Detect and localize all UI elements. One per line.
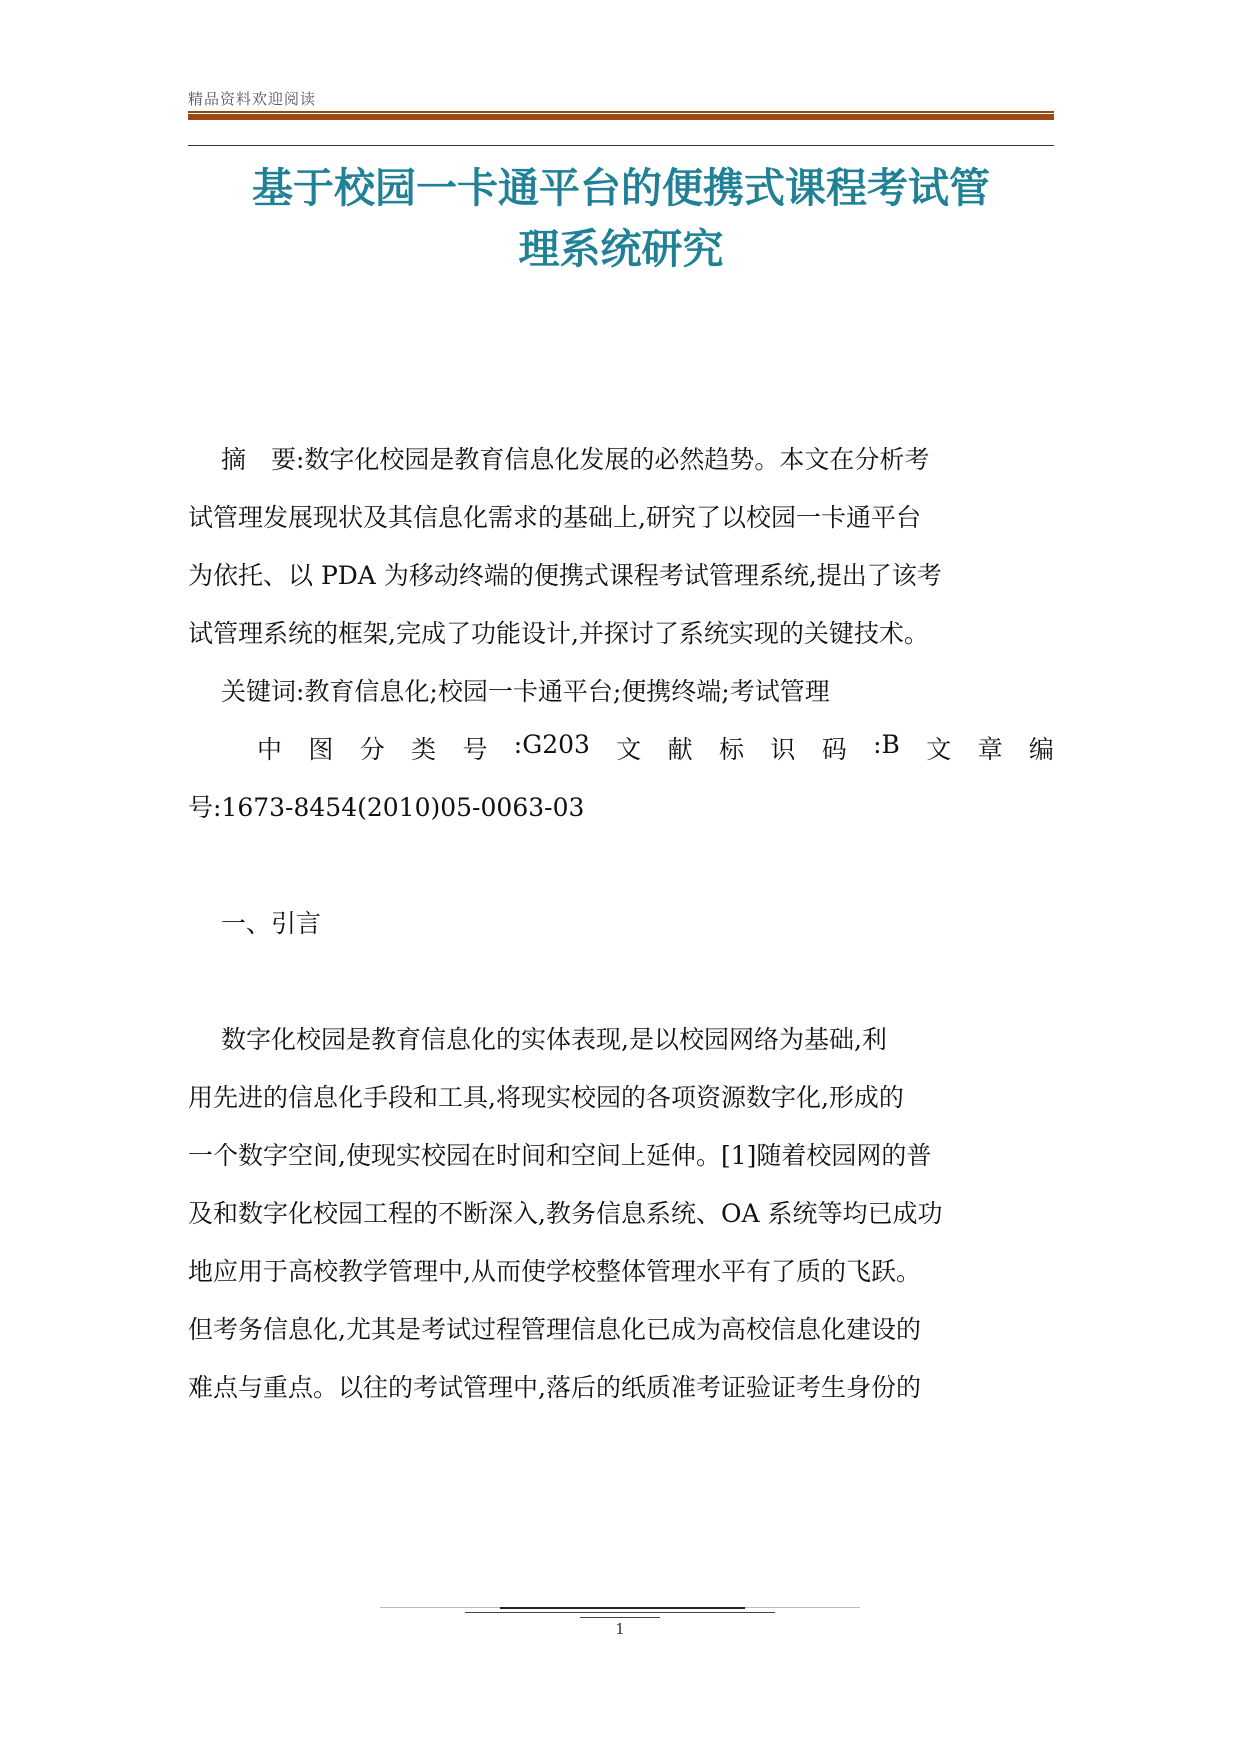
body-line: 及和数字化校园工程的不断深入,教务信息系统、OA 系统等均已成功 xyxy=(188,1199,943,1228)
header-rule-thin xyxy=(188,111,1054,113)
class-token: 分 xyxy=(359,735,385,764)
classification-line-2: 号:1673-8454(2010)05-0063-03 xyxy=(188,793,585,822)
abstract-line: 试管理系统的框架,完成了功能设计,并探讨了系统实现的关键技术。 xyxy=(188,619,929,648)
body-line: 难点与重点。以往的考试管理中,落后的纸质准考证验证考生身份的 xyxy=(188,1373,921,1402)
class-token: 献 xyxy=(667,735,693,764)
class-token: 文 xyxy=(926,735,952,764)
body-line: 但考务信息化,尤其是考试过程管理信息化已成为高校信息化建设的 xyxy=(188,1315,921,1344)
abstract-line: 试管理发展现状及其信息化需求的基础上,研究了以校园一卡通平台 xyxy=(188,503,921,532)
body-line: 用先进的信息化手段和工具,将现实校园的各项资源数字化,形成的 xyxy=(188,1083,904,1112)
class-token: 编 xyxy=(1028,735,1054,764)
class-token: 号 xyxy=(462,735,488,764)
class-token: 类 xyxy=(411,735,437,764)
class-token: 识 xyxy=(770,735,796,764)
class-token: 码 xyxy=(821,735,847,764)
class-token: :G203 xyxy=(513,730,590,759)
class-token: 章 xyxy=(977,735,1003,764)
body-line: 数字化校园是教育信息化的实体表现,是以校园网络为基础,利 xyxy=(221,1025,887,1054)
footer-rule-dark xyxy=(500,1607,745,1609)
class-token: 中 xyxy=(257,735,283,764)
class-token: 图 xyxy=(308,735,334,764)
header-rule-lower xyxy=(188,145,1054,146)
abstract-line: 摘 要:数字化校园是教育信息化发展的必然趋势。本文在分析考 xyxy=(221,445,930,474)
title-line-2: 理系统研究 xyxy=(518,225,724,273)
page-number: 1 xyxy=(615,1620,625,1638)
section-heading: 一、引言 xyxy=(221,909,322,938)
header-rule-thick xyxy=(188,114,1054,120)
class-token: 标 xyxy=(718,735,744,764)
document-title xyxy=(188,158,1054,280)
class-token: 文 xyxy=(616,735,642,764)
class-token: :B xyxy=(873,730,900,759)
footer-rule-mid xyxy=(465,1612,775,1613)
title-line-1: 基于校园一卡通平台的便携式课程考试管 xyxy=(252,164,990,212)
body-line: 地应用于高校教学管理中,从而使学校整体管理水平有了质的飞跃。 xyxy=(188,1257,921,1286)
footer-rule-short xyxy=(580,1617,660,1618)
abstract-line: 为依托、以 PDA 为移动终端的便携式课程考试管理系统,提出了该考 xyxy=(188,561,942,590)
body-line: 一个数字空间,使现实校园在时间和空间上延伸。[1]随着校园网的普 xyxy=(188,1141,932,1170)
running-header: 精品资料欢迎阅读 xyxy=(188,90,317,108)
classification-line xyxy=(257,730,1054,766)
keywords-line: 关键词:教育信息化;校园一卡通平台;便携终端;考试管理 xyxy=(221,677,830,706)
